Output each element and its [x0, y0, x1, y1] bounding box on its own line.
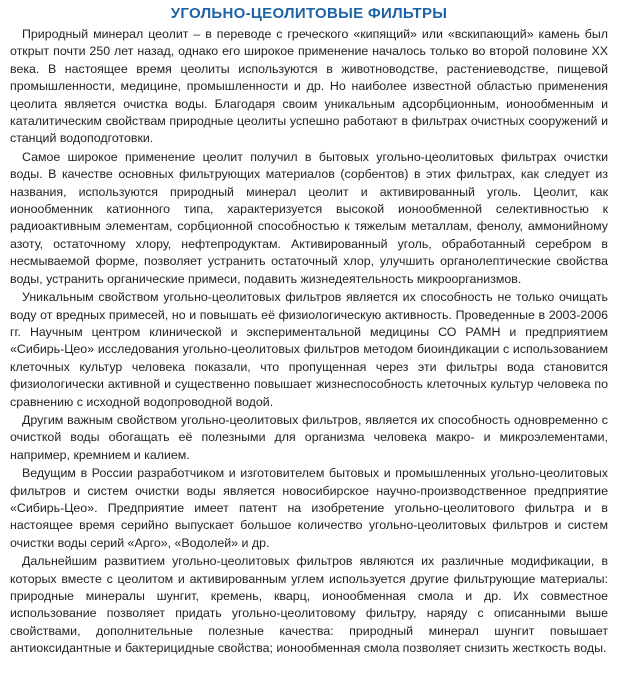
paragraph-modifications: Дальнейшим развитием угольно-цеолитовых фильтров являются их различные модификации, в которых вместе с цеолитом и активированным углем используется другие фильтрующие материалы: природные минералы шунгит, кремень, кварц, ионообменная смола и др. Их совместное использование позволяет придать угольно-цеолитовому фильтру, наряду с описанными выше свойствами, дополнительные полезные качества: природный минерал шунгит повышает антиоксидантные и бактерицидные свойства; ионообменная смола позволяет снизить жесткость воды. — [10, 554, 608, 656]
paragraph-intro: Природный минерал цеолит – в переводе с греческого «кипящий» или «вскипающий» камень был открыт почти 250 лет назад, однако его широкое применение началось только во второй половине XX века. В настоящее время цеолиты используются в животноводстве, растениеводстве, пищевой промышленности, медицине, промышленности и др. Но наиболее известной областью применения цеолита является очистка воды. Благодаря своим уникальным адсорбционным, ионообменным и каталитическим свойствам природные цеолиты успешно работают в фильтрах очистных сооружений и станций водоподготовки. — [10, 27, 608, 146]
paragraph-mineral-enrichment: Другим важным свойством угольно-цеолитовых фильтров, является их способность одновременно с очисткой воды обогащать её полезными для организма человека макро- и микроэлементами, например, кремнием и калием. — [10, 412, 608, 462]
paragraph-household-filters: Самое широкое применение цеолит получил в бытовых угольно-цеолитовых фильтрах очистки воды. В качестве основных фильтрующих материалов (сорбентов) в этих фильтрах, как следует из названия, используются природный минерал цеолит и активированный уголь. Цеолит, как ионообменник катионного типа, характеризуется высокой ионообменной селективностью к радиоактивным элементам, сорбционной способностью к тяжелым металлам, фенолу, аммонийному азоту, остаточному хлору, нефтепродуктам. Активированный уголь, обработанный серебром в несмываемой форме, позволяет устранить остаточный хлор, улучшить органолептические свойства воды, устранить органические примеси, подавить жизнедеятельность микроорганизмов. — [10, 149, 608, 286]
paragraph-physiological-activity: Уникальным свойством угольно-цеолитовых фильтров является их способность не только очищать воду от вредных примесей, но и повышать её физиологическую активность. Проведенные в 2003-2006 гг. Научным центром клинической и экспериментальной медицины СО РАМН и предприятием «Сибирь-Цео» исследования угольно-цеолитовых фильтров методом биоиндикации с использованием клеточных культур человека показали, что пропущенная через эти фильтры вода становится физиологически активной и существенно повышает жизнеспособность клеточных культур человека по сравнению с исходной водопроводной водой. — [10, 290, 608, 409]
article-title: УГОЛЬНО-ЦЕОЛИТОВЫЕ ФИЛЬТРЫ — [170, 5, 448, 22]
paragraph-manufacturer: Ведущим в России разработчиком и изготовителем бытовых и промышленных угольно-цеолитовых фильтров и систем очистки воды является новосибирское научно-производственное предприятие «Сибирь-Цео». Предприятие имеет патент на изобретение угольно-цеолитового фильтра и в настоящее время серийно выпускает большое количество угольно-цеолитовых фильтров и систем очистки воды серий «Арго», «Водолей» и др. — [10, 466, 608, 550]
